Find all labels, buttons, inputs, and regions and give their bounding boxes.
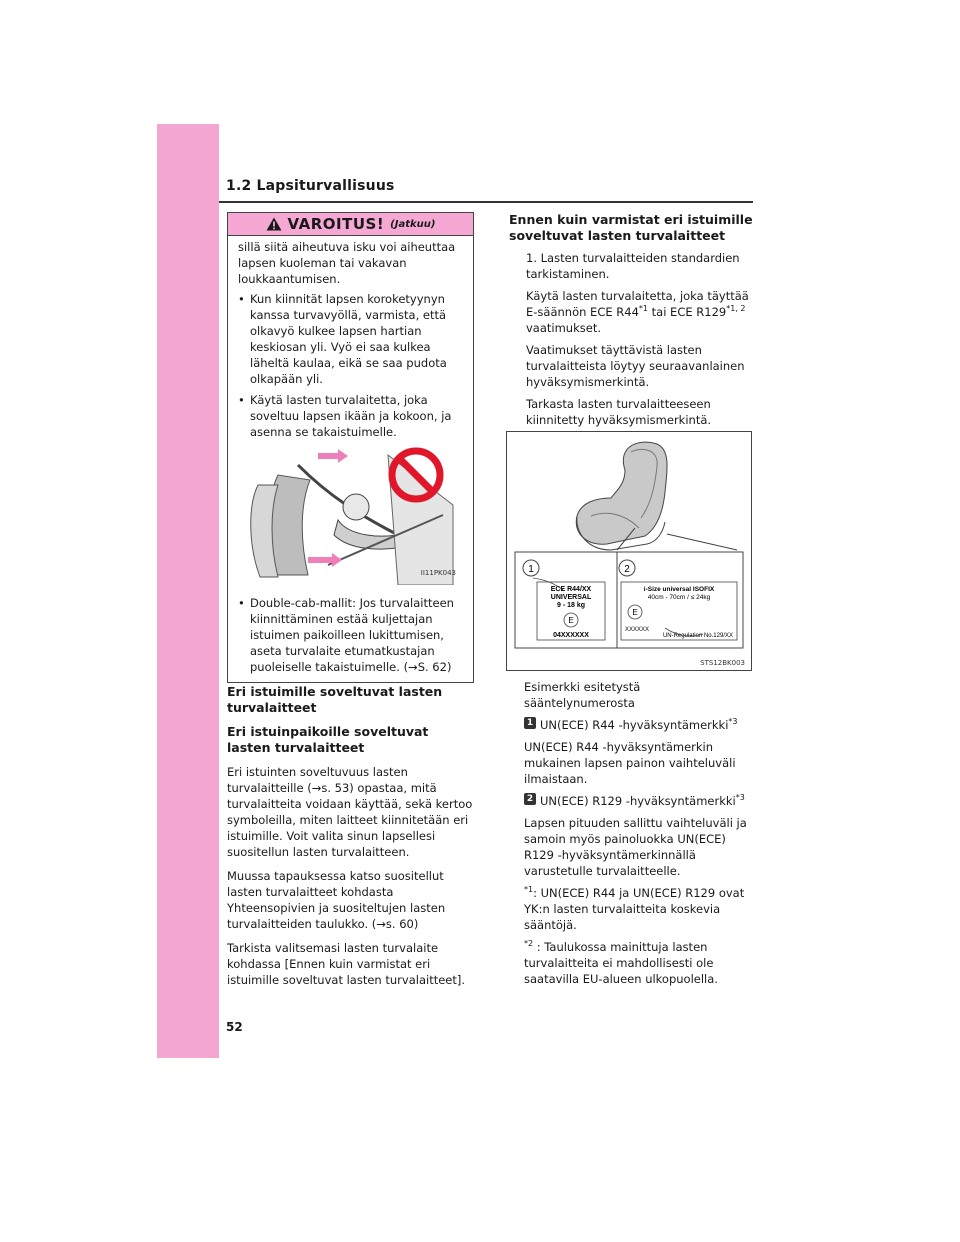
standard-paragraph (509, 288, 753, 336)
child-seat-illustration (507, 432, 751, 670)
text: UN(ECE) R44 -hyväksyntämerkki (540, 718, 729, 732)
warning-intro: sillä siitä aiheutuva isku voi aiheuttaa lapsen kuoleman tai vakavan loukkaantumisen. (238, 240, 456, 286)
right-column (509, 212, 753, 434)
footnote-2 (524, 939, 750, 987)
step-1: 1. Lasten turvalaitteiden standardien tarkistaminen. (526, 251, 740, 281)
section-divider (219, 201, 753, 203)
ece-code: 04XXXXXX (553, 632, 589, 639)
footnote-ref: *1, 2 (726, 304, 746, 314)
footnote-ref: *3 (735, 793, 745, 803)
paragraph: Tarkista valitsemasi lasten turvalaite kohdassa [Ennen kuin varmistat eri istuimille soveltuvat lasten turvalaitteet]. (227, 941, 466, 987)
figure-label-2: 2 (624, 564, 630, 575)
paragraph: Muussa tapauksessa katso suositellut lasten turvalaitteet kohdasta Yhteensopivien ja suositeltujen lasten turvalaitteiden taulukko. (→s. 60) (227, 869, 446, 931)
warning-box (227, 212, 474, 683)
figure-code: STS12BK003 (700, 659, 745, 667)
warning-bullet-text: Kun kiinnität lapsen koroketyynyn kanssa turvavyöllä, varmista, että olkavyö kulkee lapsen hartian keskiosan yli. Vyö ei saa kulkea läheltä kaulaa, eikä se saa pudota olkapään yli. (250, 292, 447, 386)
svg-text:ECE R44/XX (551, 586, 592, 593)
heading-before-checking: Ennen kuin varmistat eri istuimille soveltuvat lasten turvalaitteet (509, 212, 753, 243)
text: : Taulukossa mainittuja lasten turvalaitteita ei mahdollisesti ole saatavilla EU-alueen ulkopuolella. (524, 940, 718, 986)
isofix-xx: XX (724, 633, 733, 639)
section-title: 1.2 Lapsiturvallisuus (226, 178, 395, 194)
item-title (540, 793, 750, 809)
isofix-line-2: 40cm - 70cm / ≤ 24kg (647, 594, 711, 601)
ece-line-2: UNIVERSAL (550, 594, 592, 601)
right-lower-column (524, 679, 750, 993)
isofix-reg: UN-Regulation No.129/ (662, 633, 725, 639)
figure-label-1: 1 (528, 564, 534, 575)
text: : UN(ECE) R44 ja UN(ECE) R129 ovat YK:n lasten turvalaitteita koskevia sääntöjä. (524, 886, 745, 932)
heading-seating-positions: Eri istuinpaikoille soveltuvat lasten turvalaitteet (227, 724, 429, 755)
warning-bullet-text: Käytä lasten turvalaitetta, joka soveltuu lapsen ikään ja kokoon, ja asenna se takaistuimelle. (250, 393, 452, 439)
page-number: 52 (226, 1020, 243, 1034)
footnote-ref: *1 (638, 304, 648, 314)
text: Käytä lasten turvalaitetta, joka täyttää E-säännön ECE R44 (526, 289, 749, 319)
warning-title: VAROITUS! (287, 215, 385, 233)
paragraph: Vaatimukset täyttävistä lasten turvalaitteista löytyy seuraavanlainen hyväksymismerkintä. (526, 343, 745, 389)
footnote-ref: *3 (728, 717, 738, 727)
paragraph: Eri istuinten soveltuvuus lasten turvalaitteille (→s. 53) opastaa, mitä turvalaitteita voidaan käyttää, sekä kertoo symboleilla, miten laitteet kiinnitetään eri istuimille. Voit valita sinun lapsellesi suositellun lasten turvalaitteen. (227, 765, 473, 859)
warning-bullet (238, 291, 465, 387)
warning-bullet (238, 392, 465, 440)
approval-item (524, 717, 750, 733)
heading-seat-compatibility: Eri istuimille soveltuvat lasten turvalaitteet (227, 684, 443, 715)
bullet-dot-icon: • (238, 292, 245, 306)
ece-xx: XX (581, 586, 592, 593)
text: tai ECE R129 (648, 305, 727, 319)
ece-line-3: 9 - 18 kg (556, 602, 586, 609)
paragraph: Tarkasta lasten turvalaitteeseen kiinnitetty hyväksymismerkintä. (526, 397, 712, 427)
warning-bullet-text: Double-cab-mallit: Jos turvalaitteen kiinnittäminen estää kuljettajan istuimen paikoilleen lukittumisen, aseta turvalaite etumatkustajan puoleiselle takaistuimelle. (→S. 62) (250, 596, 454, 674)
ece-line-1: ECE R44/ (550, 586, 582, 593)
warning-body (228, 236, 473, 675)
example-caption: Esimerkki esitetystä sääntelynumerosta (524, 680, 641, 710)
footnote-1 (524, 885, 750, 933)
item-description: UN(ECE) R44 -hyväksyntämerkin mukainen lapsen painon vaihteluväli ilmaistaan. (524, 740, 736, 786)
text: vaatimukset. (526, 321, 601, 335)
page-side-band (157, 124, 219, 1058)
warning-bullet (238, 595, 465, 675)
item-description: Lapsen pituuden sallittu vaihteluväli ja samoin myös painoluokka UN(ECE) R129 -hyväksyntämerkinnällä varustetulle turvalaitteelle. (524, 816, 747, 878)
approval-label-figure (506, 431, 752, 671)
warning-header (228, 213, 473, 236)
ece-e-mark: E (568, 616, 574, 625)
isofix-code: XXXXXX (624, 627, 650, 633)
booster-seat-illustration (238, 445, 464, 585)
item-title (540, 717, 750, 733)
svg-text:UN-Regulation No.129/XX (663, 633, 733, 639)
item-number-badge: 2 (524, 793, 536, 805)
warning-triangle-icon (266, 217, 282, 231)
footnote-mark: *2 (524, 939, 534, 949)
illustration-code: II11PK043 (420, 569, 456, 577)
text: UN(ECE) R129 -hyväksyntämerkki (540, 794, 736, 808)
item-number-badge: 1 (524, 717, 536, 729)
footnote-mark: *1 (524, 885, 534, 895)
child-belt-prohibited-icon (238, 445, 464, 585)
left-column (227, 684, 473, 996)
warning-subtitle: (Jatkuu) (390, 218, 436, 230)
isofix-line-1: i-Size universal ISOFIX (643, 586, 715, 593)
bullet-dot-icon: • (238, 393, 245, 407)
bullet-dot-icon: • (238, 596, 245, 610)
approval-item (524, 793, 750, 809)
isofix-e-mark: E (632, 608, 638, 617)
